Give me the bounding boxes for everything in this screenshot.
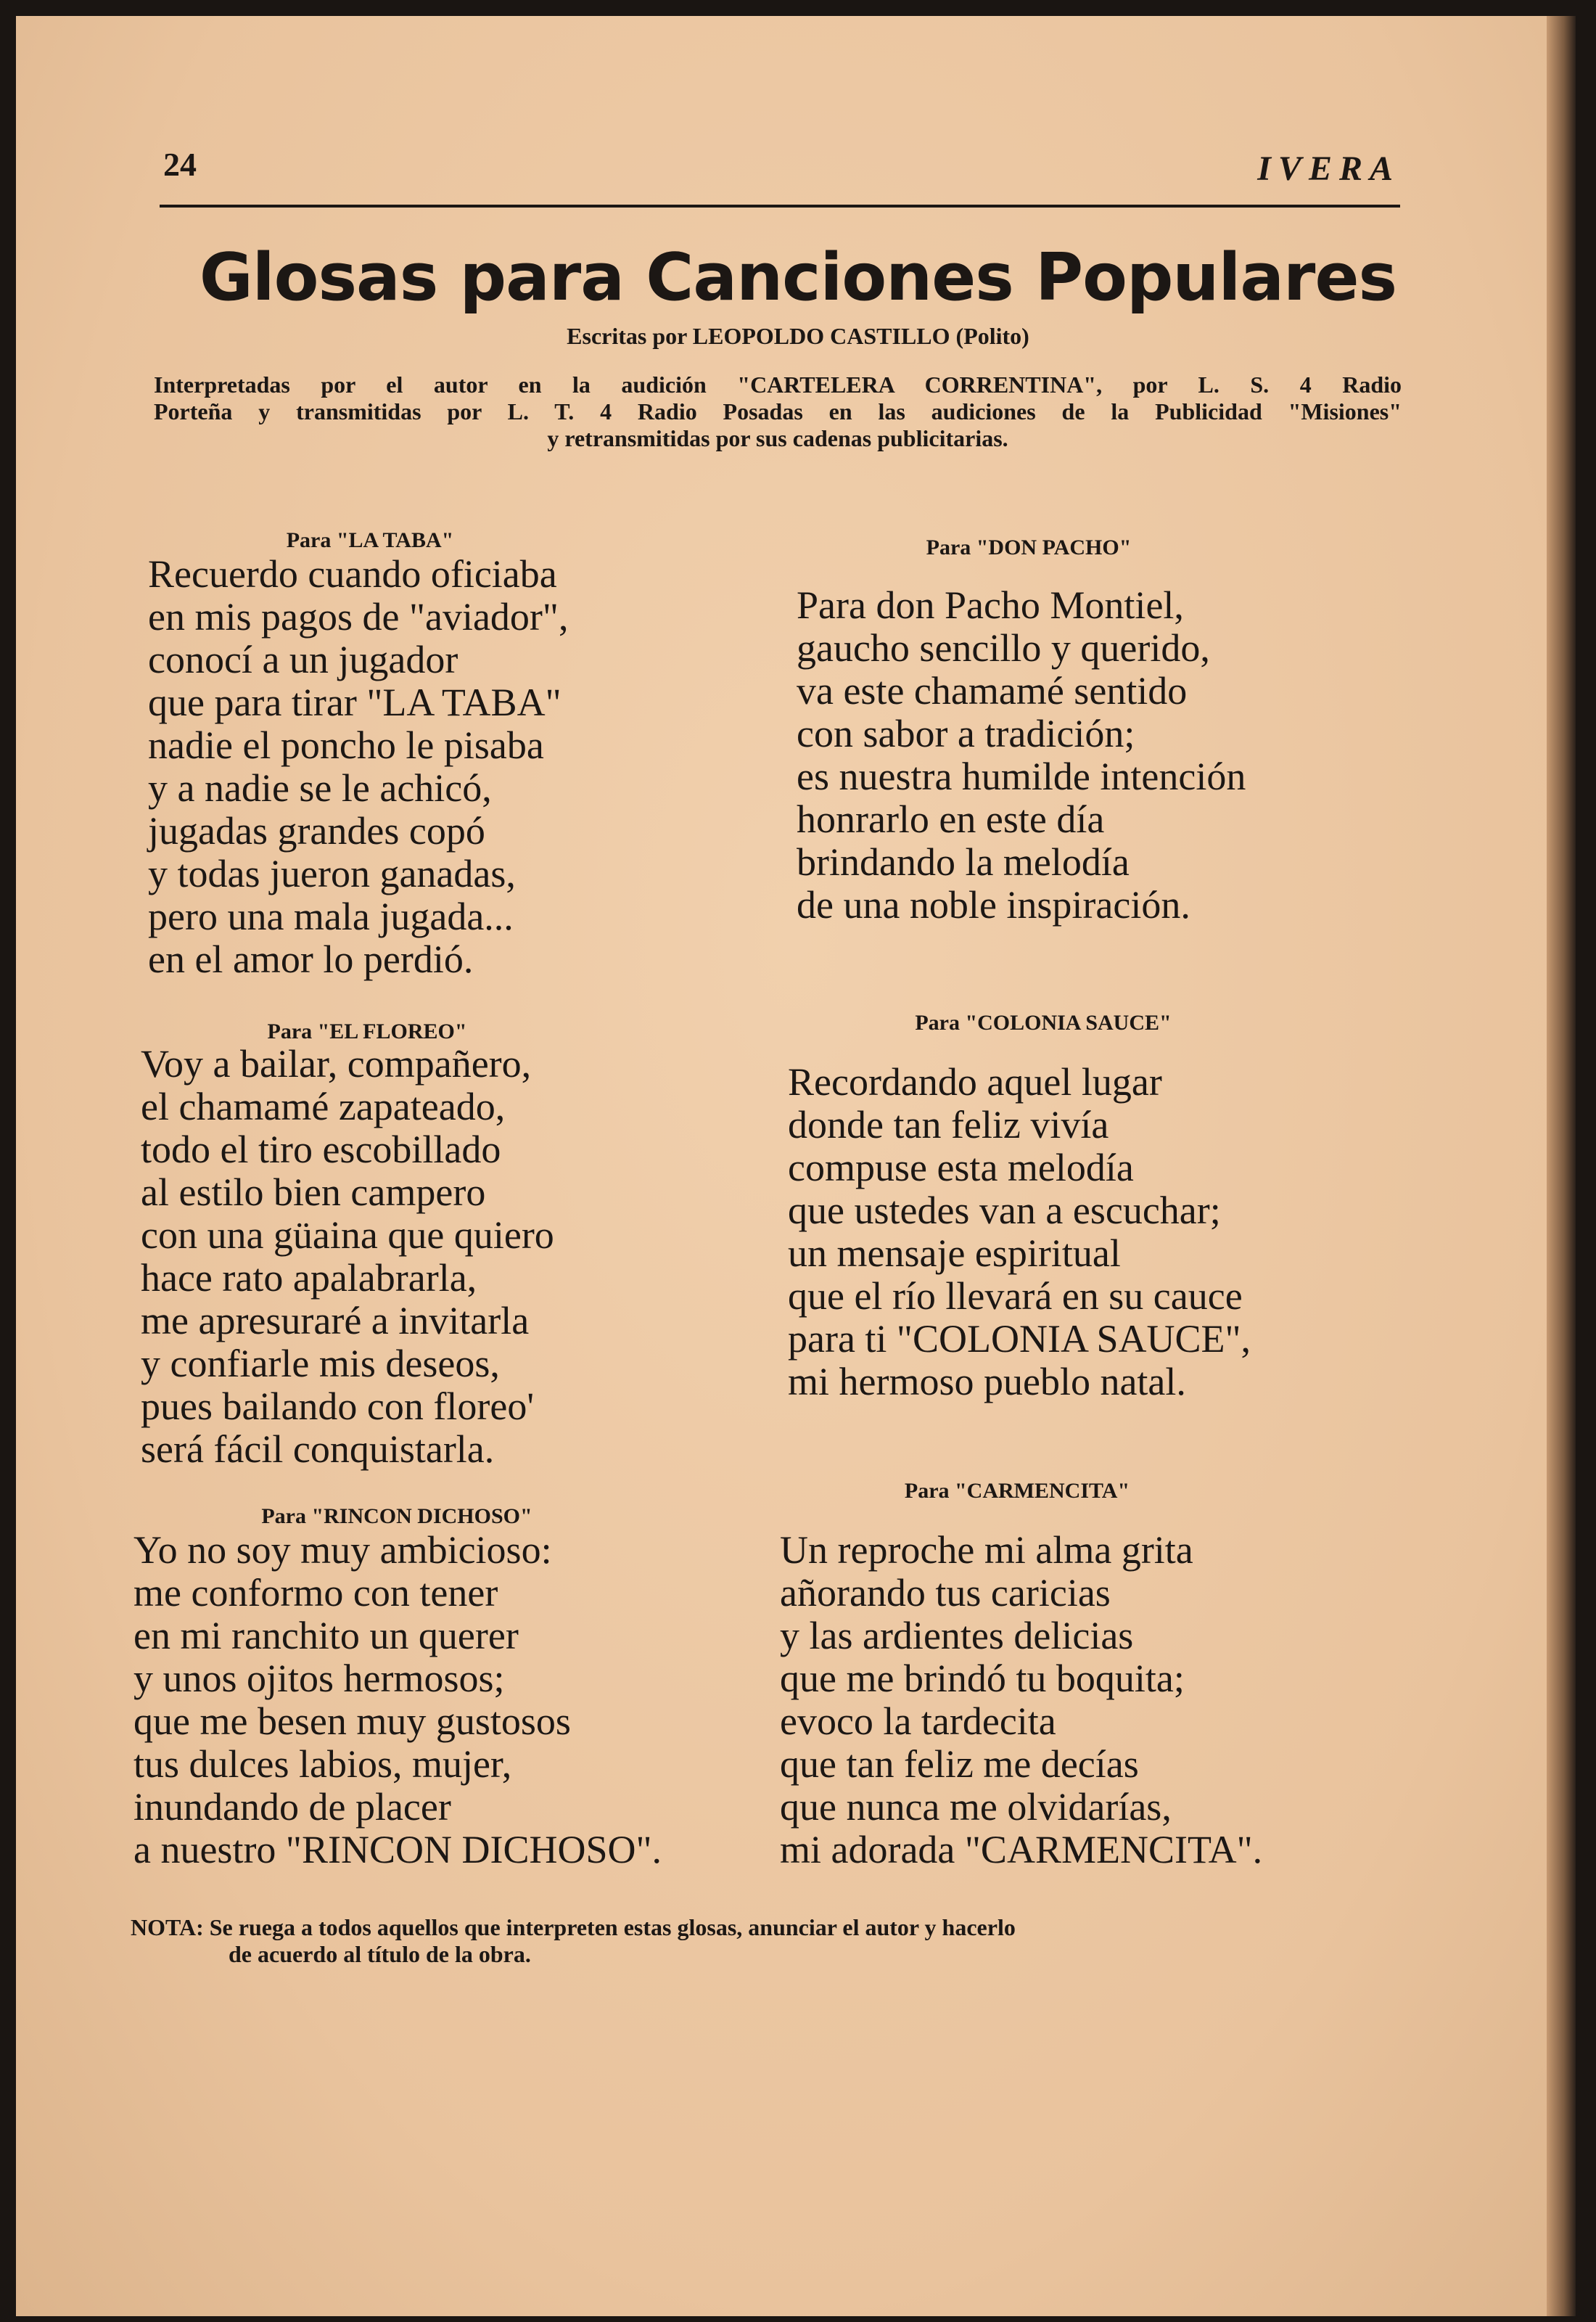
poem-line: y todas jueron ganadas, — [148, 852, 516, 895]
page-fold-shadow — [1547, 16, 1576, 2316]
poem-line: para ti "COLONIA SAUCE", — [788, 1317, 1251, 1361]
nota-line: de acuerdo al título de la obra. — [229, 1941, 531, 1967]
poem-heading: Para "DON PACHO" — [926, 536, 1132, 559]
poem-heading: Para "CARMENCITA" — [904, 1479, 1130, 1503]
intro-line: Porteña y transmitidas por L. T. 4 Radio Posadas en las audiciones de la Publicidad "Misiones" — [154, 398, 1402, 424]
poem-body — [780, 1529, 1262, 1871]
poem-line: a nuestro "RINCON DICHOSO". — [133, 1828, 662, 1871]
poem-line: nadie el poncho le pisaba — [148, 723, 544, 767]
poem-line: conocí a un jugador — [148, 638, 458, 681]
poem-body — [788, 1061, 1251, 1403]
poem-line: en mi ranchito un querer — [133, 1614, 519, 1657]
poem-line: va este chamamé sentido — [797, 669, 1188, 713]
poem-line: y a nadie se le achicó, — [148, 766, 492, 810]
poem-line: que ustedes van a escuchar; — [788, 1189, 1221, 1232]
poem-line: y las ardientes delicias — [780, 1614, 1134, 1657]
poem-line: añorando tus caricias — [780, 1571, 1111, 1615]
poem-line: tus dulces labios, mujer, — [133, 1742, 512, 1786]
nota — [131, 1914, 1378, 1968]
article-title: Glosas para Canciones Populares — [199, 239, 1397, 316]
poem-line: pues bailando con floreo' — [141, 1384, 535, 1428]
poem-heading: Para "EL FLOREO" — [267, 1020, 467, 1043]
poem-heading: Para "COLONIA SAUCE" — [915, 1011, 1172, 1035]
poem-line: compuse esta melodía — [788, 1146, 1134, 1189]
poem-line: evoco la tardecita — [780, 1699, 1056, 1743]
poem-line: el chamamé zapateado, — [141, 1085, 506, 1128]
poem-line: que me besen muy gustosos — [133, 1699, 571, 1743]
poem-line: inundando de placer — [133, 1785, 451, 1829]
poem-line: en el amor lo perdió. — [148, 938, 474, 981]
poem-line: Para don Pacho Montiel, — [797, 583, 1184, 627]
poem-line: de una noble inspiración. — [797, 883, 1190, 927]
poem-line: Voy a bailar, compañero, — [141, 1042, 532, 1086]
poem-line: que el río llevará en su cauce — [788, 1274, 1243, 1318]
poem-line: brindando la melodía — [797, 840, 1130, 884]
poem-line: que para tirar "LA TABA" — [148, 681, 562, 724]
poem-line: mi hermoso pueblo natal. — [788, 1360, 1186, 1403]
intro-paragraph — [154, 372, 1402, 452]
poem-heading: Para "RINCON DICHOSO" — [261, 1504, 532, 1528]
poem-body — [148, 553, 568, 981]
page-number: 24 — [163, 146, 197, 183]
poem-line: que me brindó tu boquita; — [780, 1657, 1185, 1700]
poem-line: en mis pagos de "aviador", — [148, 595, 569, 639]
poem-line: todo el tiro escobillado — [141, 1128, 501, 1171]
byline: Escritas por LEOPOLDO CASTILLO (Polito) — [567, 323, 1029, 349]
poem-line: honrarlo en este día — [797, 797, 1105, 841]
poem-heading: Para "LA TABA" — [286, 528, 454, 552]
poem-line: donde tan feliz vivía — [788, 1103, 1109, 1146]
poem-line: Yo no soy muy ambicioso: — [133, 1528, 552, 1572]
intro-line: y retransmitidas por sus cadenas publicitarias. — [547, 425, 1008, 451]
poem-line: me conformo con tener — [133, 1571, 498, 1615]
poem-line: Recordando aquel lugar — [788, 1060, 1162, 1104]
poem-body — [141, 1043, 554, 1471]
poem-line: con sabor a tradición; — [797, 712, 1135, 755]
poem-line: Recuerdo cuando oficiaba — [148, 552, 557, 596]
poem-body — [797, 584, 1246, 927]
header-rule — [160, 205, 1400, 208]
poem-line: que tan feliz me decías — [780, 1742, 1139, 1786]
poem-line: jugadas grandes copó — [148, 809, 485, 853]
poem-line: y confiarle mis deseos, — [141, 1342, 500, 1385]
poem-line: y unos ojitos hermosos; — [133, 1657, 505, 1700]
poem-line: gaucho sencillo y querido, — [797, 626, 1210, 670]
intro-line: Interpretadas por el autor en la audición "CARTELERA CORRENTINA", por L. S. 4 Radio — [154, 372, 1402, 398]
poem-line: me apresuraré a invitarla — [141, 1299, 530, 1342]
nota-line: NOTA: Se ruega a todos aquellos que interpreten estas glosas, anunciar el autor y hacerlo — [131, 1914, 1016, 1940]
poem-line: Un reproche mi alma grita — [780, 1528, 1193, 1572]
poem-body — [133, 1529, 662, 1871]
poem-line: hace rato apalabrarla, — [141, 1256, 477, 1300]
poem-line: con una güaina que quiero — [141, 1213, 554, 1257]
poem-line: un mensaje espiritual — [788, 1231, 1121, 1275]
poem-line: pero una mala jugada... — [148, 895, 514, 938]
poem-line: es nuestra humilde intención — [797, 755, 1246, 798]
poem-line: será fácil conquistarla. — [141, 1427, 495, 1471]
poem-line: al estilo bien campero — [141, 1170, 486, 1214]
poem-line: que nunca me olvidarías, — [780, 1785, 1172, 1829]
running-head: IVERA — [1257, 149, 1400, 188]
poem-line: mi adorada "CARMENCITA". — [780, 1828, 1263, 1871]
